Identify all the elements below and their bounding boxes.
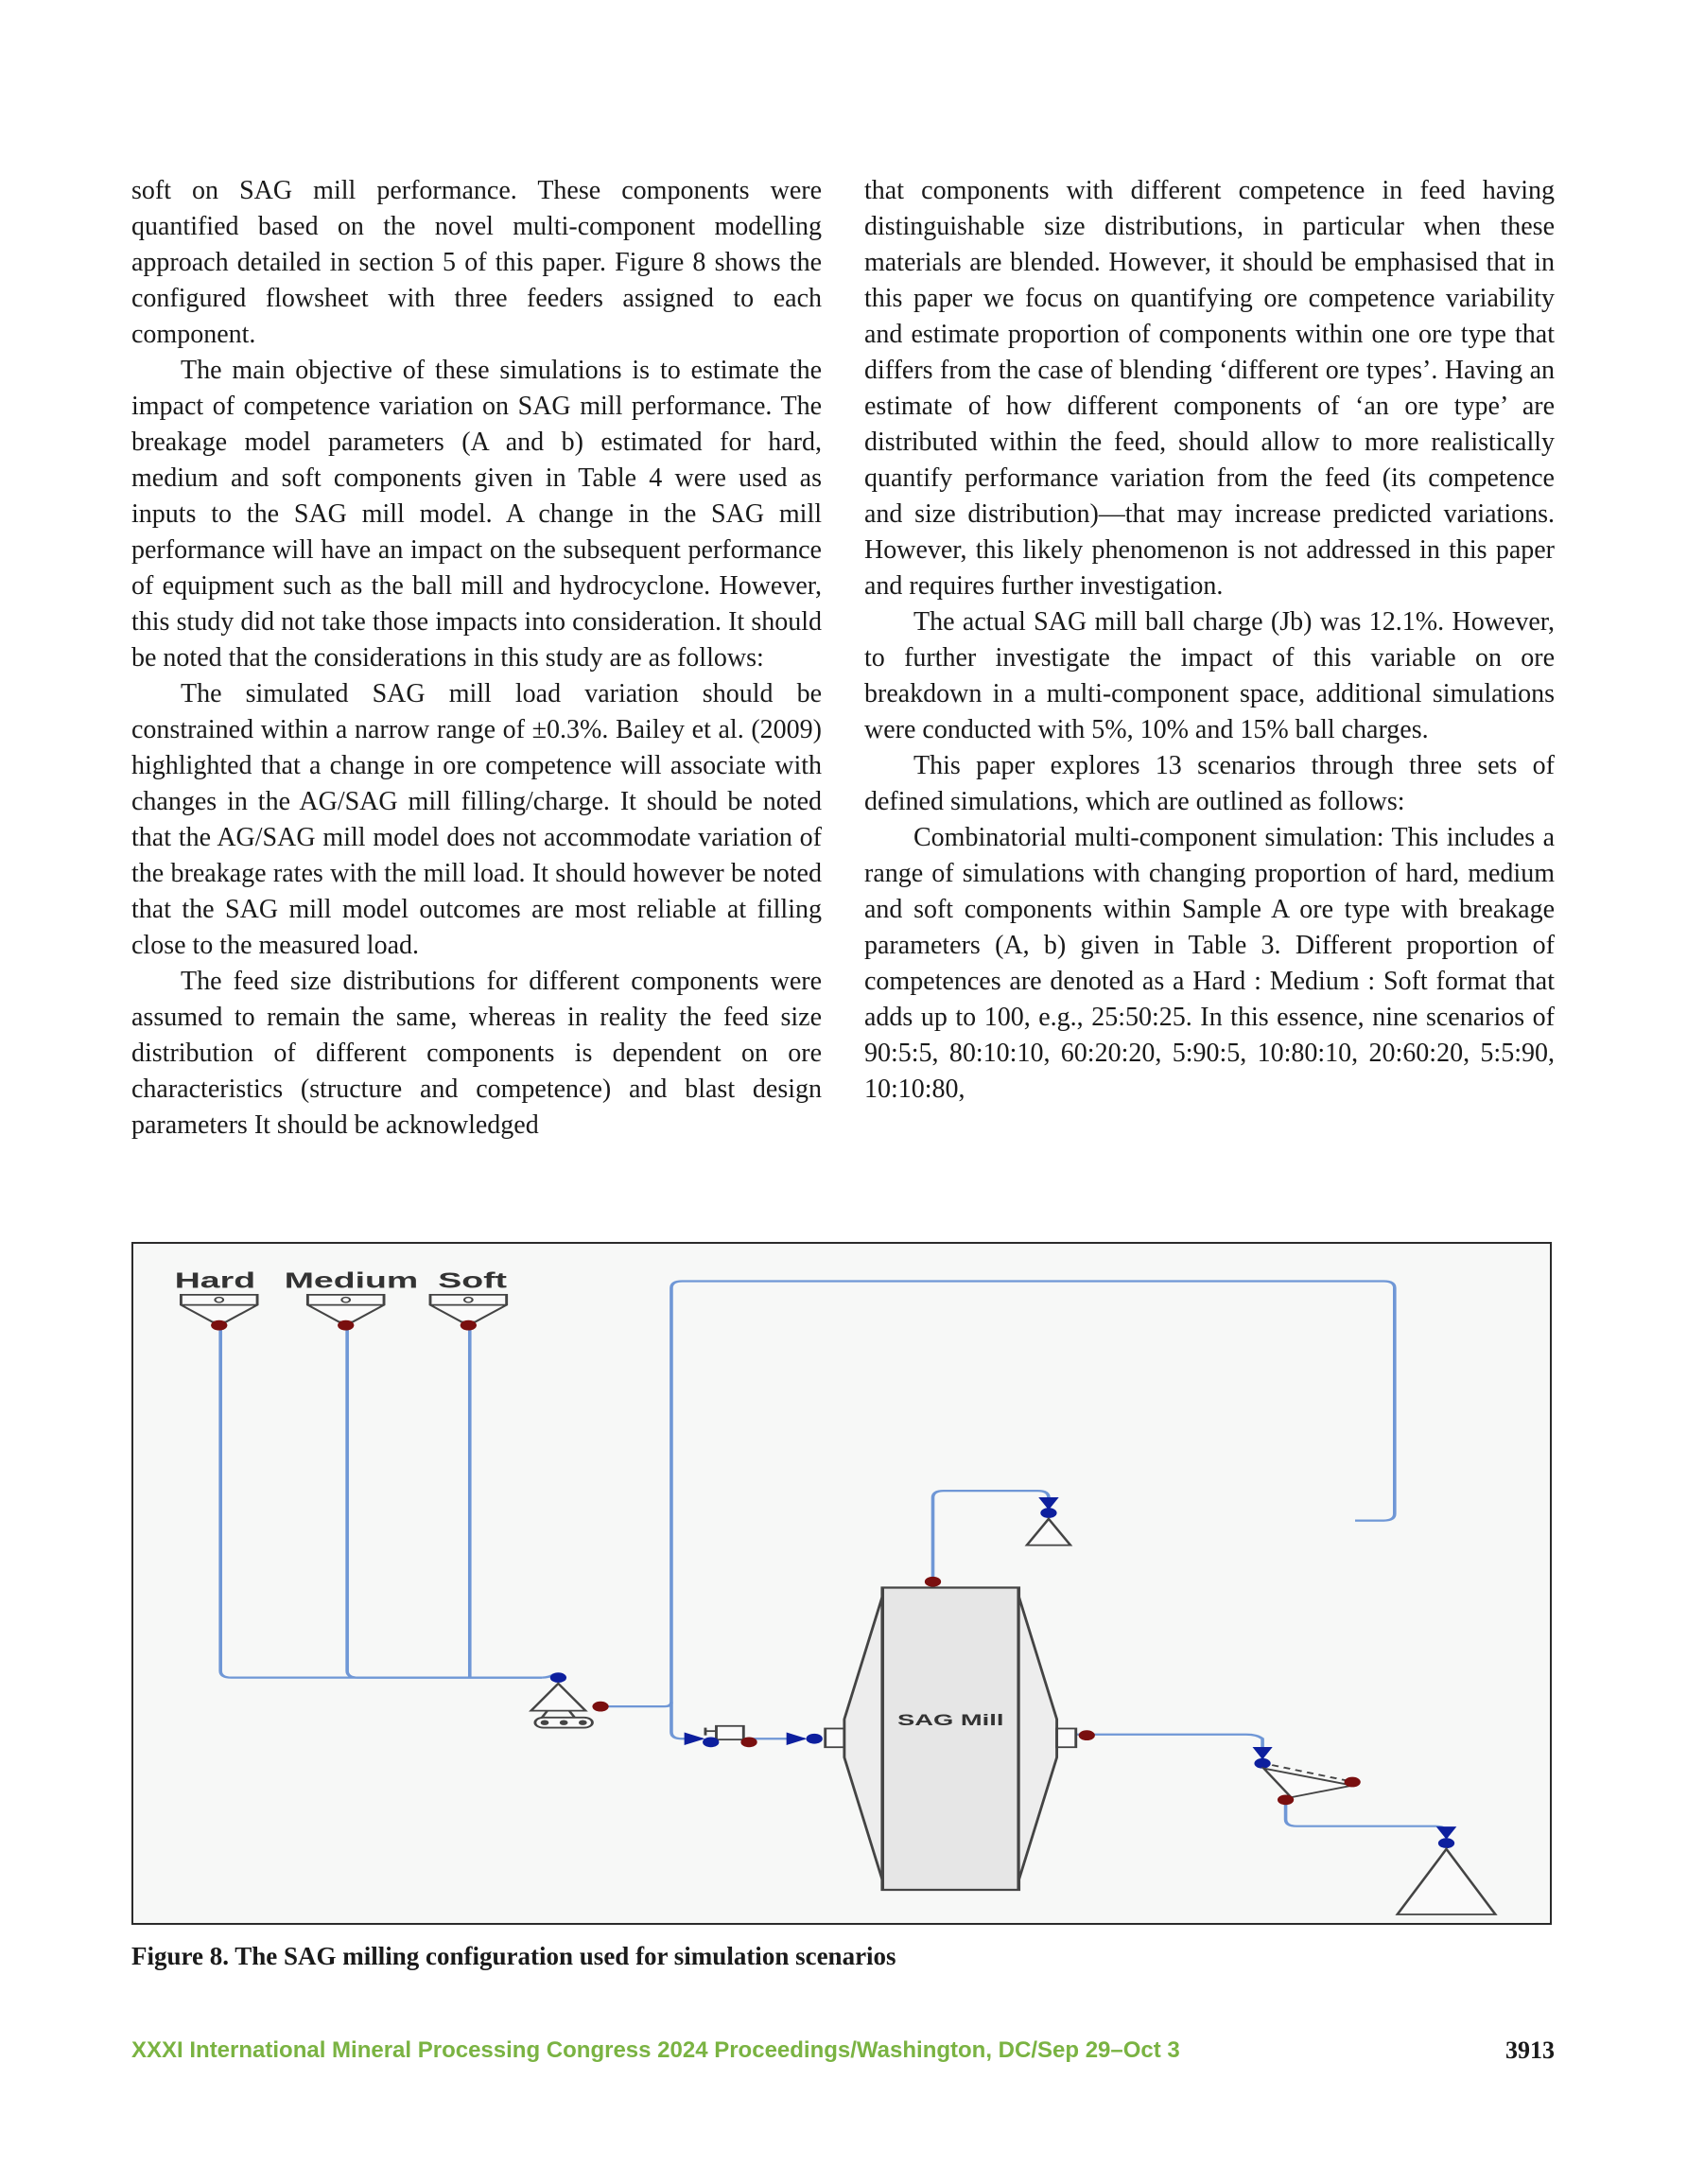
paragraph: The main objective of these simulations is to estimate the impact of competence variation on SAG mill performance. The breakage model parameters (A and b) estimated for hard, medium and soft components given in Table 4 were used as inputs to the SAG mill model. A change in the SAG mill performance will have an impact on the subsequent performance of equipment such as the ball mill and hydrocyclone. However, this study did not take those impacts into consideration. It should be noted that the considerations in this study are as follows: [131, 356, 822, 673]
figure-caption: Figure 8. The SAG milling configuration used for simulation scenarios [131, 1942, 896, 1970]
feeder-label-medium: Medium [284, 1267, 419, 1293]
left-column [131, 173, 822, 1144]
sag-mill-label: SAG Mill [896, 1710, 1004, 1729]
feeder-soft [430, 1295, 507, 1331]
feeder-label-soft: Soft [438, 1267, 508, 1293]
paragraph: The simulated SAG mill load variation should be constrained within a narrow range of ±0.3%. Bailey et al. (2009) highlighted that a change in ore competence will associate with changes in the AG/SAG mill filling/charge. It should be noted that the AG/SAG mill model does not accommodate variation of the breakage rates with the mill load. It should however be noted that the SAG mill model outcomes are most reliable at filling close to the measured load. [131, 679, 822, 960]
paragraph: Combinatorial multi-component simulation: This includes a range of simulations with changing proportion of hard, medium and soft components within Sample A ore type with breakage parameters (A, b) given in Table 3. Different proportion of competences are denoted as a Hard : Medium : Soft format that adds up to 100, e.g., 25:50:25. In this essence, nine scenarios of 90:5:5, 80:10:10, 60:20:20, 5:90:5, 10:80:10, 20:60:20, 5:5:90, 10:10:80, [864, 823, 1555, 1104]
water-addition-unit [703, 1726, 757, 1747]
page-number: 3913 [1505, 2036, 1555, 2064]
proceedings-footer: XXXI International Mineral Processing Congress 2024 Proceedings/Washington, DC/Sep 29–Oct 3 [131, 2037, 1180, 2063]
flowsheet-diagram [133, 1244, 1550, 1923]
stream-lines [220, 1281, 1446, 1838]
paragraph: This paper explores 13 scenarios through three sets of defined simulations, which are outlined as follows: [864, 751, 1555, 816]
paragraph: The actual SAG mill ball charge (Jb) was 12.1%. However, to further investigate the impact of this variable on ore breakdown in a multi-component space, additional simulations were conducted with 5%, 10% and 15% ball charges. [864, 607, 1555, 744]
paragraph: soft on SAG mill performance. These components were quantified based on the novel multi-component modelling approach detailed in section 5 of this paper. Figure 8 shows the configured flowsheet with three feeders assigned to each component. [131, 176, 822, 349]
flowsheet-figure [131, 1242, 1552, 1925]
sag-mill [807, 1577, 1095, 1890]
right-column [864, 173, 1555, 1108]
feeder-hard [181, 1295, 257, 1331]
conveyor-mixer [531, 1672, 609, 1727]
paragraph: that components with different competence in feed having distinguishable size distributions, in particular when these materials are blended. However, it should be emphasised that in this paper we focus on quantifying ore competence variability and estimate proportion of components within one ore type that differs from the case of blending ‘different ore types’. Having an estimate of how different components of ‘an ore type’ are distributed within the feed, should allow to more realistically quantify performance variation from the feed (its competence and size distribution)—that may increase predicted variations. However, this likely phenomenon is not addressed in this paper and requires further investigation. [864, 176, 1555, 601]
stockpile-small [1027, 1508, 1070, 1545]
paragraph: The feed size distributions for different components were assumed to remain the same, whereas in reality the feed size distribution of different components is dependent on ore characteristics (structure and competence) and blast design parameters It should be acknowledged [131, 967, 822, 1140]
feeder-medium [307, 1295, 384, 1331]
feeder-label-hard: Hard [174, 1267, 256, 1293]
hydrocyclone [1254, 1758, 1360, 1805]
stockpile-large [1398, 1838, 1496, 1914]
